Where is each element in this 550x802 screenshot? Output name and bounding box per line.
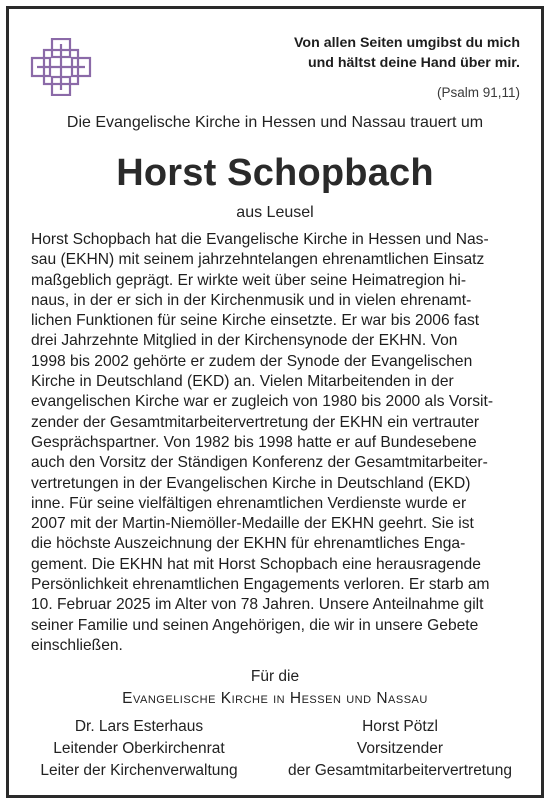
text-line: lichen Funktionen für seine Kirche einsetzte. Er war bis 2006 fast	[31, 312, 480, 330]
text-line: die höchste Auszeichnung der EKHN für ehrenamtliches Enga-	[31, 535, 466, 553]
text-line: sau (EKHN) mit seinem jahrzehntelangen ehrenamtlichen Einsatz	[31, 251, 485, 269]
text-line: 1998 bis 2002 gehörte er zudem der Synode der Evangelischen	[31, 352, 473, 370]
signatory-name: Dr. Lars Esterhaus	[74, 718, 204, 735]
signatory-name: Horst Pötzl	[362, 718, 438, 735]
text-line: naus, in der er sich in der Kirchenmusik und in vielen ehrenamt-	[31, 291, 472, 309]
text-line: evangelischen Kirche war er zugleich von 1980 bis 2000 als Vorsit-	[31, 393, 494, 411]
psalm-line: und hältst deine Hand über mir.	[307, 55, 520, 71]
mourning-line: Die Evangelische Kirche in Hessen und Nassau trauert um	[66, 114, 484, 131]
text-line: drei Jahrzehnte Mitglied in der Kirchensynode der EKHN. Von	[31, 332, 458, 350]
signatory-title: Leitender Oberkirchenrat	[53, 740, 225, 757]
text-line: seiner Familie und seinen Angehörigen, die wir in unsere Gebete	[31, 616, 479, 634]
psalm-line: Von allen Seiten umgibst du mich	[294, 35, 520, 51]
origin-line: aus Leusel	[236, 204, 314, 221]
organization-name: Evangelische Kirche in Hessen und Nassau	[122, 690, 428, 707]
text-line: Kirche in Deutschland (EKD) an. Vielen Mitarbeitenden in der	[31, 373, 454, 391]
signatory-role: der Gesamtmitarbeitervertretung	[288, 762, 512, 779]
text-line: 2007 mit der Martin-Niemöller-Medaille der EKHN geehrt. Sie ist	[31, 515, 474, 533]
text-line: maßgeblich geprägt. Er wirkte weit über seine Heimatregion hi-	[31, 271, 467, 289]
text-line: zender der Gesamtmitarbeitervertretung der EKHN ein vertrauter	[31, 413, 480, 431]
text-line: gement. Die EKHN hat mit Horst Schopbach eine herausragende	[31, 555, 481, 573]
text-line: einschließen.	[31, 636, 123, 654]
deceased-name: Horst Schopbach	[116, 152, 434, 194]
signatory-role: Leiter der Kirchenverwaltung	[40, 762, 238, 779]
text-line: Persönlichkeit ehrenamtlichen Engagements verloren. Er starb am	[31, 576, 490, 594]
obituary-text	[31, 230, 520, 656]
text-line: auch den Vorsitz der Ständigen Konferenz der Gesamtmitarbeiter-	[31, 454, 488, 472]
text-line: vertretungen in der Evangelischen Kirche in Deutschland (EKD)	[31, 474, 471, 492]
signatory-left	[24, 716, 254, 782]
signatory-right	[270, 716, 530, 782]
text-line: inne. Für seine vielfältigen ehrenamtlichen Verdienste wurde er	[31, 494, 467, 512]
for-label: Für die	[250, 668, 300, 685]
text-line: Horst Schopbach hat die Evangelische Kirche in Hessen und Nas-	[31, 231, 489, 248]
psalm-reference: (Psalm 91,11)	[436, 85, 520, 100]
ekhn-cross-logo-icon	[30, 38, 92, 96]
psalm-quote	[294, 33, 520, 73]
signatory-title: Vorsitzender	[356, 740, 444, 757]
text-line: 10. Februar 2025 im Alter von 78 Jahren. Unsere Anteilnahme gilt	[31, 596, 484, 614]
text-line: Gesprächspartner. Von 1982 bis 1998 hatte er auf Bundesebene	[31, 433, 477, 451]
